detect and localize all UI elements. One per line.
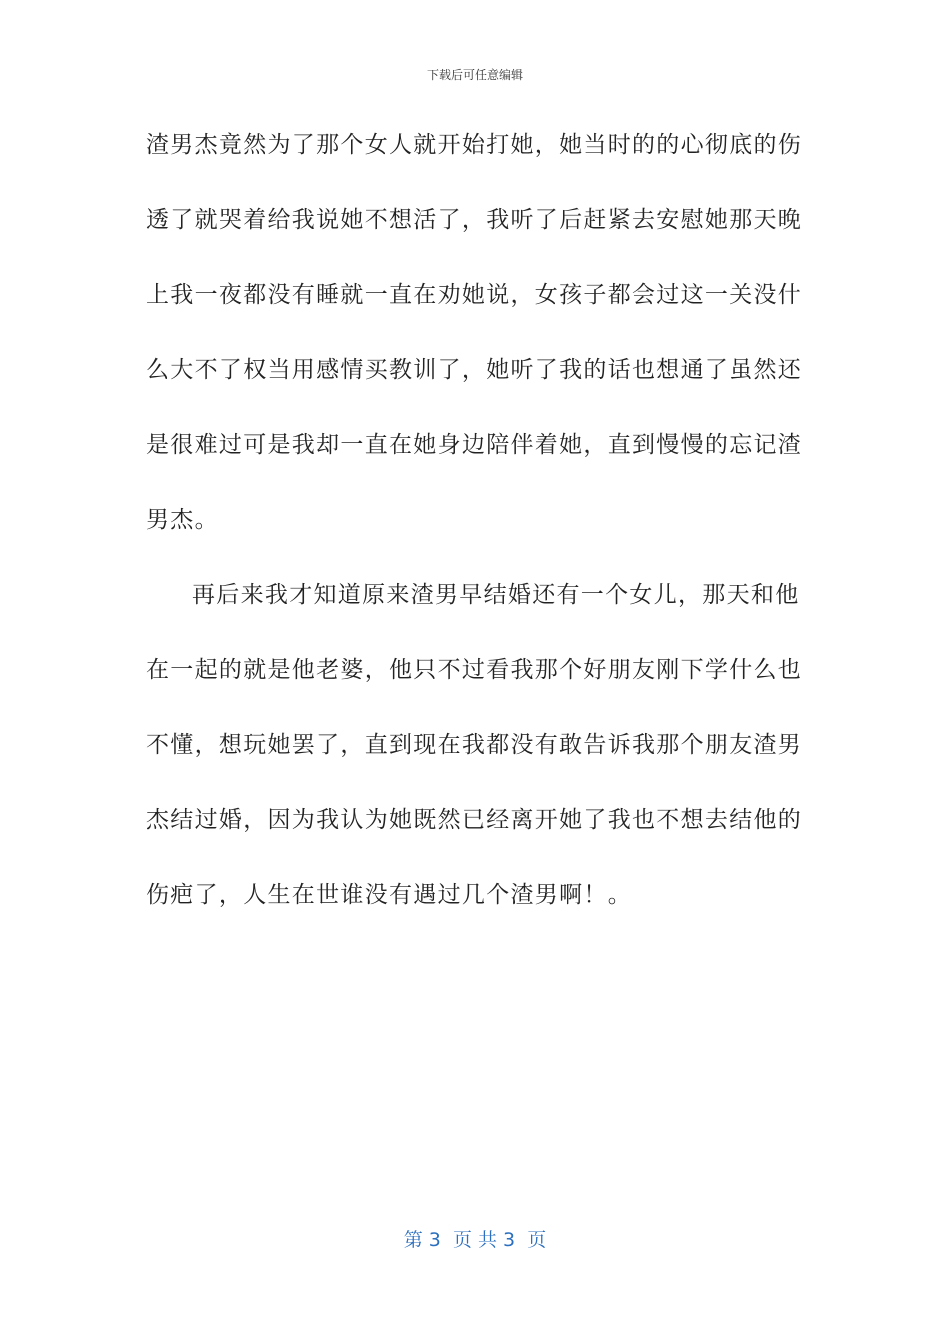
text-line: 不懂，想玩她罢了，直到现在我都没有敢告诉我那个朋友渣男 (146, 732, 803, 758)
text-line: 渣男杰竟然为了那个女人就开始打她，她当时的的心彻底的伤 (146, 132, 803, 158)
paragraph-1 (146, 118, 803, 568)
paragraph-2 (146, 568, 803, 943)
text-line: 杰结过婚，因为我认为她既然已经离开她了我也不想去结他的 (146, 807, 803, 833)
text-line: 伤疤了，人生在世谁没有遇过几个渣男啊！。 (146, 882, 632, 908)
text-line: 上我一夜都没有睡就一直在劝她说，女孩子都会过这一关没什 (146, 282, 803, 308)
text-line: 再后来我才知道原来渣男早结婚还有一个女儿，那天和他 (192, 582, 800, 608)
text-line: 是很难过可是我却一直在她身边陪伴着她，直到慢慢的忘记渣 (146, 432, 803, 458)
text-line: 男杰。 (146, 507, 219, 533)
text-line: 在一起的就是他老婆，他只不过看我那个好朋友刚下学什么也 (146, 657, 803, 683)
document-body (146, 118, 803, 943)
text-line: 透了就哭着给我说她不想活了，我听了后赶紧去安慰她那天晚 (146, 207, 803, 233)
page-number-footer: 第 3 页 共 3 页 (403, 1229, 547, 1251)
text-line: 么大不了权当用感情买教训了，她听了我的话也想通了虽然还 (146, 357, 803, 383)
page-header: 下载后可任意编辑 (426, 68, 523, 82)
